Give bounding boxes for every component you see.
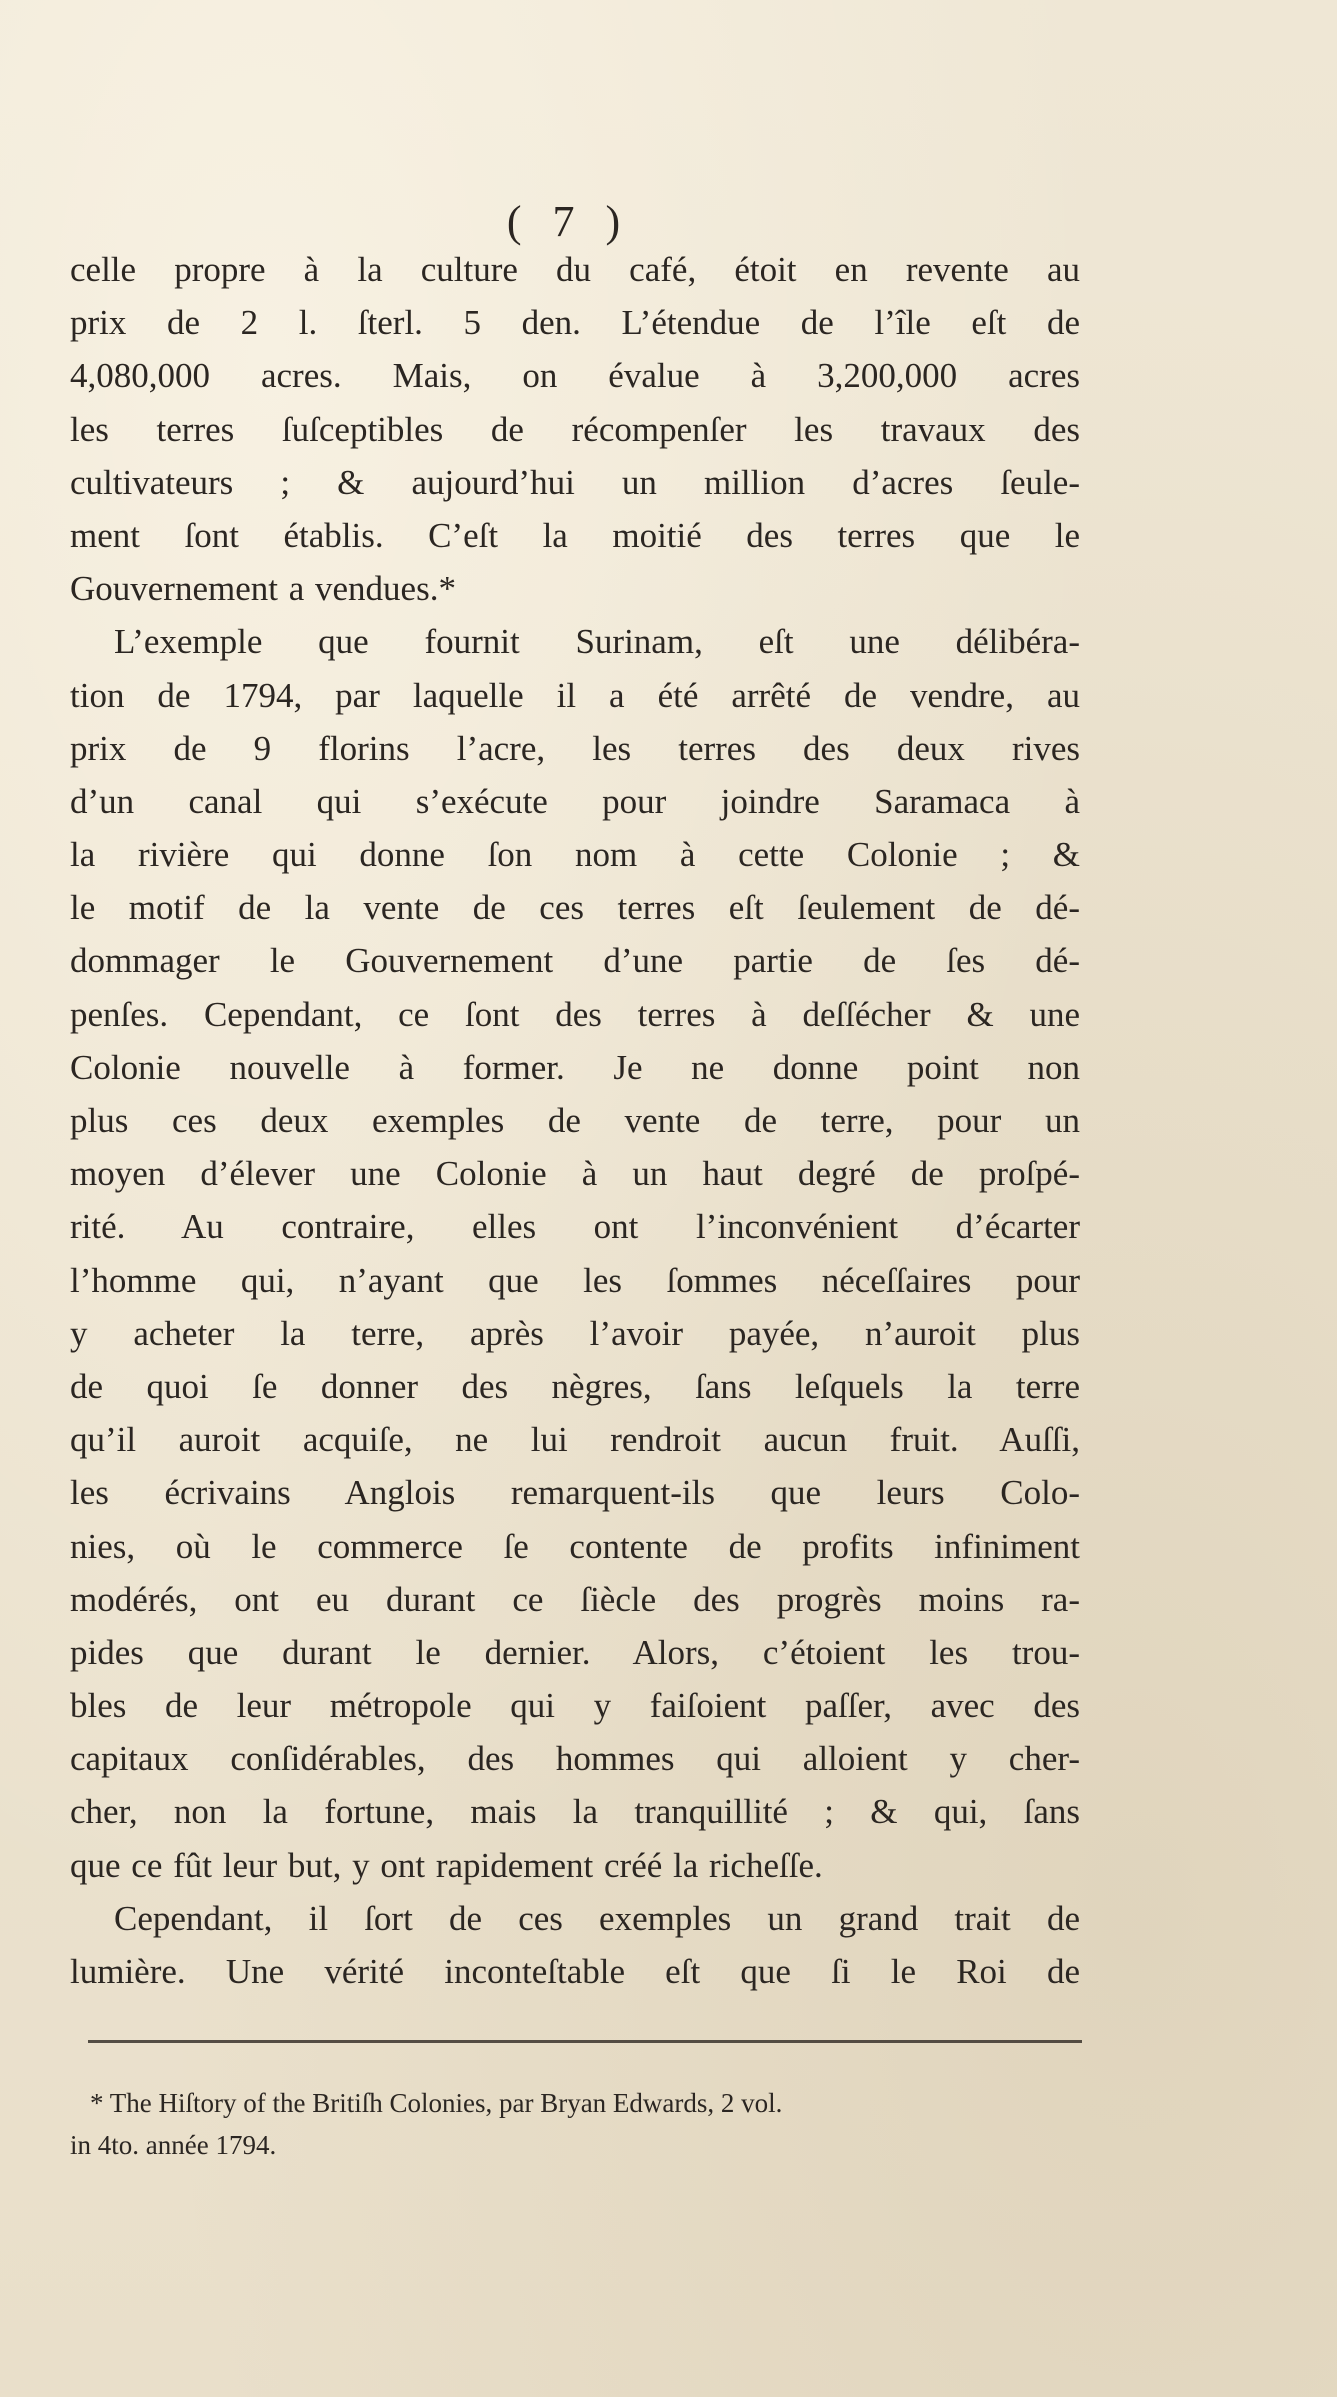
text-line: de quoi ſe donner des nègres, ſans leſquels la terre [70,1366,1080,1406]
text-line: Colonie nouvelle à former. Je ne donne point non [70,1047,1080,1087]
text-line: nies, où le commerce ſe contente de profits infiniment [70,1526,1080,1566]
text-line: moyen d’élever une Colonie à un haut degré de proſpé- [70,1154,1080,1194]
text-line: Cependant, il ſort de ces exemples un grand trait de [114,1898,1080,1938]
text-line: penſes. Cependant, ce ſont des terres à deſſécher & une [70,994,1080,1034]
footnote [70,2082,1080,2166]
text-line: prix de 9 florins l’acre, les terres des deux rives [70,728,1080,768]
text-line: cher, non la fortune, mais la tranquillité ; & qui, ſans [70,1792,1080,1832]
text-line: lumière. Une vérité inconteſtable eſt que ſi le Roi de [70,1952,1080,1991]
footnote-divider [88,2040,1082,2043]
text-line: que ce fût leur but, y ont rapidement créé la richeſſe. [70,1845,823,1885]
text-line: pides que durant le dernier. Alors, c’étoient les trou- [70,1632,1080,1672]
page-number: ( 7 ) [506,197,631,246]
text-line: y acheter la terre, après l’avoir payée, n’auroit plus [70,1313,1080,1353]
footnote-line: * The Hiſtory of the Britiſh Colonies, par Bryan Edwards, 2 vol. [90,2088,783,2118]
text-line: les terres ſuſceptibles de récompenſer les travaux des [70,409,1080,449]
footnote-line: in 4to. année 1794. [70,2130,277,2160]
text-line: capitaux conſidérables, des hommes qui alloient y cher- [70,1739,1080,1779]
text-line: dommager le Gouvernement d’une partie de ſes dé- [70,941,1080,981]
text-line: modérés, ont eu durant ce ſiècle des progrès moins ra- [70,1579,1080,1619]
text-line: les écrivains Anglois remarquent-ils que leurs Colo- [70,1473,1080,1513]
text-line: celle propre à la culture du café, étoit en revente au [70,250,1080,289]
body-text [70,243,1080,1998]
text-line: le motif de la vente de ces terres eſt ſeulement de dé- [70,888,1080,928]
text-line: rité. Au contraire, elles ont l’inconvénient d’écarter [70,1207,1080,1247]
text-line: l’homme qui, n’ayant que les ſommes néceſſaires pour [70,1260,1080,1300]
text-line: L’exemple que fournit Surinam, eſt une délibéra- [114,622,1080,662]
text-line: cultivateurs ; & aujourd’hui un million d’acres ſeule- [70,462,1080,502]
text-line: qu’il auroit acquiſe, ne lui rendroit aucun fruit. Auſſi, [70,1420,1080,1460]
text-line: plus ces deux exemples de vente de terre, pour un [70,1101,1080,1140]
text-line: la rivière qui donne ſon nom à cette Colonie ; & [70,835,1080,875]
text-line: d’un canal qui s’exécute pour joindre Saramaca à [70,781,1080,821]
text-line: tion de 1794, par laquelle il a été arrêté de vendre, au [70,675,1080,715]
text-line: bles de leur métropole qui y faiſoient paſſer, avec des [70,1686,1080,1726]
text-line: 4,080,000 acres. Mais, on évalue à 3,200,000 acres [70,356,1080,396]
text-line: prix de 2 l. ſterl. 5 den. L’étendue de l’île eſt de [70,303,1080,343]
text-line: Gouvernement a vendues.* [70,569,456,609]
text-line: ment ſont établis. C’eſt la moitié des terres que le [70,515,1080,555]
